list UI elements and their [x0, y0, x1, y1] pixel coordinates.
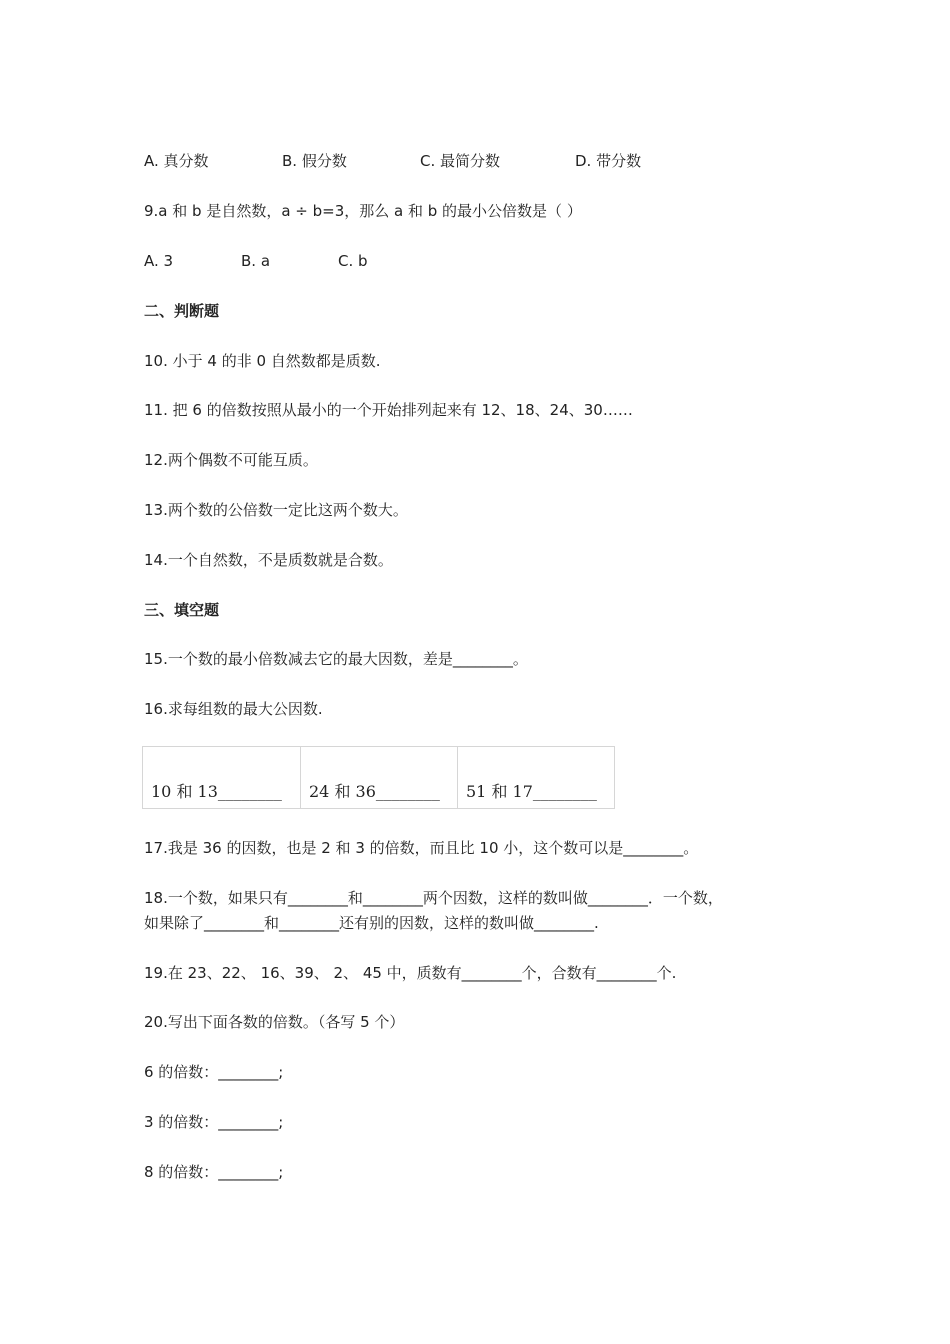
q8-option-b: B. 假分数 — [282, 152, 347, 170]
question-19: 19.在 23、22、 16、39、 2、 45 中，质数有________个，合数有________个. — [144, 964, 677, 982]
question-17: 17.我是 36 的因数，也是 2 和 3 的倍数，而且比 10 小，这个数可以是________。 — [144, 839, 699, 857]
table-cell: 10 和 13________ — [143, 747, 301, 809]
question-11: 11. 把 6 的倍数按照从最小的一个开始排列起来有 12、18、24、30…… — [144, 401, 633, 419]
question-18-line-1: 18.一个数，如果只有________和________两个因数，这样的数叫做________．一个数， — [144, 889, 723, 907]
question-16: 16.求每组数的最大公因数. — [144, 700, 323, 718]
table-cell: 51 和 17________ — [458, 747, 615, 809]
q9-option-a: A. 3 — [144, 252, 174, 270]
q20-item-3: 3 的倍数：________; — [144, 1113, 284, 1131]
question-13: 13.两个数的公倍数一定比这两个数大。 — [144, 501, 408, 519]
question-18-line-2: 如果除了________和________还有别的因数，这样的数叫做________. — [144, 914, 599, 932]
table-cell: 24 和 36________ — [301, 747, 458, 809]
question-15: 15.一个数的最小倍数减去它的最大因数，差是________。 — [144, 650, 528, 668]
question-14: 14.一个自然数，不是质数就是合数。 — [144, 551, 393, 569]
section-title-true-false: 二、判断题 — [144, 302, 220, 320]
question-10: 10. 小于 4 的非 0 自然数都是质数. — [144, 352, 381, 370]
question-9-text: 9.a 和 b 是自然数，a ÷ b=3，那么 a 和 b 的最小公倍数是（ ） — [144, 202, 582, 220]
question-20: 20.写出下面各数的倍数。（各写 5 个） — [144, 1013, 405, 1031]
q20-item-8: 8 的倍数：________; — [144, 1163, 284, 1181]
question-12: 12.两个偶数不可能互质。 — [144, 451, 318, 469]
section-title-fill-blank: 三、填空题 — [144, 601, 220, 619]
q9-option-c: C. b — [338, 252, 368, 270]
q9-option-b: B. a — [241, 252, 271, 270]
q8-option-a: A. 真分数 — [144, 152, 209, 170]
q8-option-c: C. 最简分数 — [420, 152, 501, 170]
q20-item-6: 6 的倍数：________; — [144, 1063, 284, 1081]
q16-gcd-table — [142, 746, 615, 809]
table-row — [143, 747, 615, 809]
q8-option-d: D. 带分数 — [575, 152, 642, 170]
